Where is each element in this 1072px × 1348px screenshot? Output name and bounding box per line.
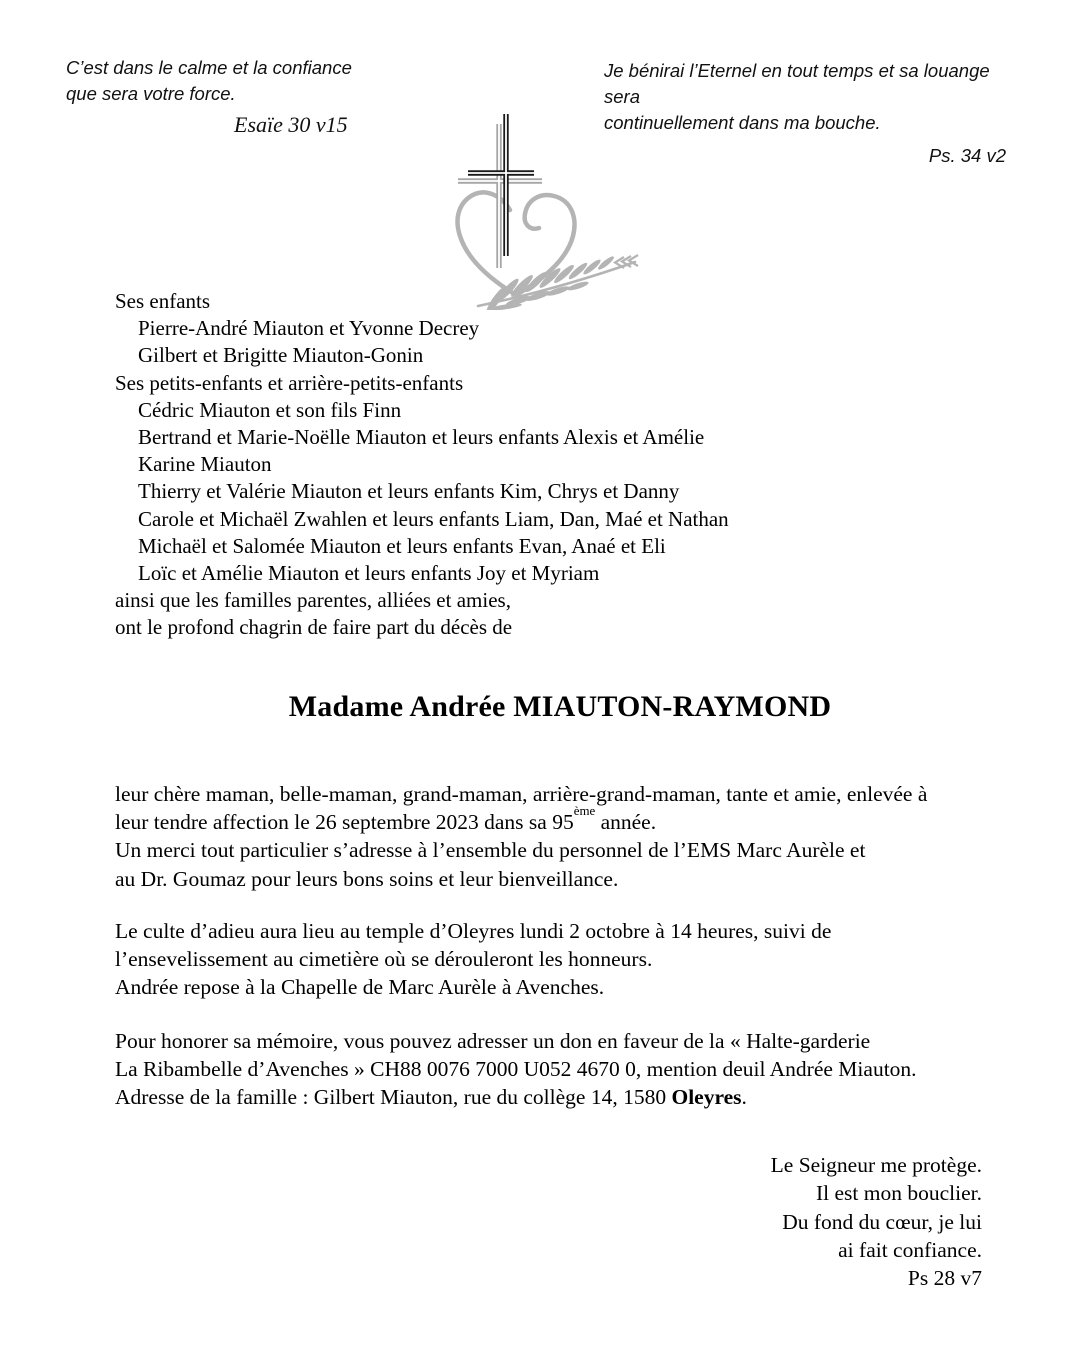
service-line: Le culte d’adieu aura lieu au temple d’Oleyres lundi 2 octobre à 14 heures, suivi de [115, 919, 832, 943]
quote-line: que sera votre force. [66, 83, 236, 104]
quote-reference: Ps 28 v7 [907, 1266, 982, 1291]
family-line: Cédric Miauton et son fils Finn [138, 397, 402, 422]
quote-line: Je bénirai l’Eternel en tout temps et sa louange sera [604, 60, 990, 107]
family-line: Pierre-André Miauton et Yvonne Decrey [138, 316, 480, 341]
family-line: Ses petits-enfants et arrière-petits-enfants [115, 370, 464, 395]
donation-line: La Ribambelle d’Avenches » CH88 0076 7000 U052 4670 0, mention deuil Andrée Miauton. [115, 1057, 917, 1082]
family-line: ainsi que les familles parentes, alliées et amies, [115, 588, 511, 613]
tribute-line-pre: leur tendre affection le 26 septembre 2023 dans sa 95 [115, 810, 574, 835]
deceased-name-title: Madame Andrée MIAUTON-RAYMOND [288, 690, 832, 723]
quote-top-left [66, 55, 406, 138]
family-line: Karine Miauton [138, 452, 272, 477]
donation-paragraph [115, 1027, 1030, 1112]
address-pre: Adresse de la famille : Gilbert Miauton, rue du collège 14, 1580 [115, 1085, 672, 1110]
family-line: Ses enfants [115, 289, 211, 313]
tribute-paragraph [115, 780, 1030, 893]
service-paragraph [115, 917, 1030, 1002]
tribute-line: Un merci tout particulier s’adresse à l’ensemble du personnel de l’EMS Marc Aurèle et [115, 838, 866, 863]
quote-line: C’est dans le calme et la confiance [66, 57, 352, 78]
quote-top-right [604, 58, 1010, 169]
address-locality: Oleyres [671, 1085, 742, 1110]
tribute-line [115, 803, 1030, 836]
quote-line: Il est mon bouclier. [816, 1181, 982, 1206]
family-line: Loïc et Amélie Miauton et leurs enfants Joy et Myriam [138, 561, 600, 586]
quote-line: ai fait confiance. [838, 1237, 982, 1262]
family-line: ont le profond chagrin de faire part du décès de [115, 615, 513, 640]
family-line: Carole et Michaël Zwahlen et leurs enfants Liam, Dan, Maé et Nathan [138, 506, 729, 531]
quote-reference: Ps. 34 v2 [928, 145, 1006, 166]
family-list [115, 288, 1025, 642]
quote-line: Le Seigneur me protège. [770, 1153, 982, 1177]
quote-line: Du fond du cœur, je lui [782, 1209, 982, 1234]
service-line: Andrée repose à la Chapelle de Marc Aurèle à Avenches. [115, 975, 605, 1000]
address-post: . [741, 1085, 747, 1110]
tribute-line: leur chère maman, belle-maman, grand-maman, arrière-grand-maman, tante et amie, enlevée à [115, 782, 928, 806]
family-line: Gilbert et Brigitte Miauton-Gonin [138, 343, 424, 368]
family-line: Bertrand et Marie-Noëlle Miauton et leurs enfants Alexis et Amélie [138, 425, 705, 450]
quote-reference: Esaïe 30 v15 [234, 112, 348, 137]
donation-line: Pour honorer sa mémoire, vous pouvez adresser un don en faveur de la « Halte-garderie [115, 1029, 871, 1053]
family-line: Thierry et Valérie Miauton et leurs enfants Kim, Chrys et Danny [138, 479, 680, 504]
ordinal-superscript: ème [573, 803, 596, 818]
family-line: Michaël et Salomée Miauton et leurs enfants Evan, Anaé et Eli [138, 533, 666, 558]
tribute-line: au Dr. Goumaz pour leurs bons soins et leur bienveillance. [115, 866, 619, 891]
quote-line: continuellement dans ma bouche. [604, 112, 881, 133]
donation-line [115, 1083, 1030, 1111]
tribute-line-post: année. [595, 810, 657, 835]
cross-heart-palm-emblem [430, 110, 645, 310]
quote-bottom-right [562, 1151, 982, 1292]
service-line: l’ensevelissement au cimetière où se dérouleront les honneurs. [115, 947, 653, 972]
